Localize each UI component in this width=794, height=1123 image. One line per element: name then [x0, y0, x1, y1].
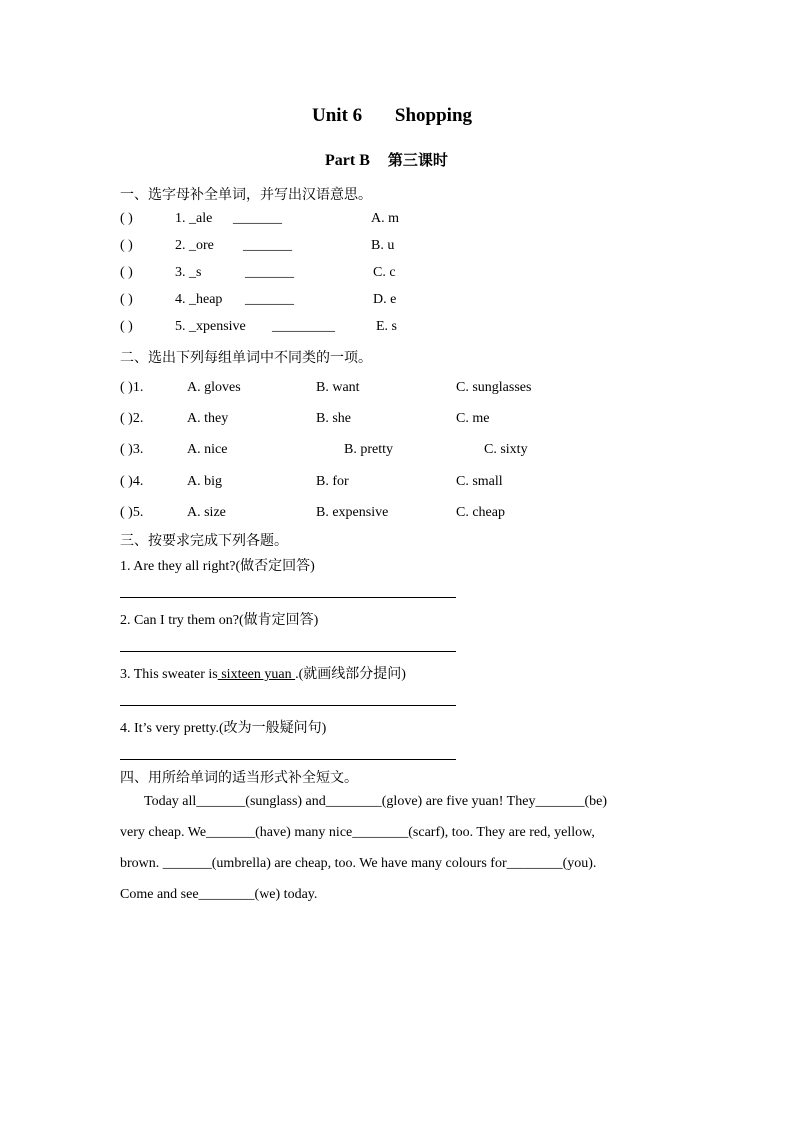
- word-item: 4. _heap: [175, 292, 223, 307]
- option-a: A. size: [187, 505, 226, 520]
- question-3: [120, 663, 406, 683]
- answer-blank[interactable]: _______: [243, 238, 292, 253]
- part-label: Part B: [325, 152, 370, 169]
- section4-heading: 四、用所给单词的适当形式补全短文。: [120, 770, 358, 786]
- answer-paren[interactable]: ( )4.: [120, 474, 144, 489]
- option-b: B. want: [316, 380, 360, 395]
- passage-line-1: Today all_______(sunglass) and________(glove) are five yuan! They_______(be): [144, 794, 607, 809]
- letter-option: E. s: [376, 319, 397, 334]
- option-b: B. she: [316, 411, 351, 426]
- option-c: C. sixty: [484, 442, 528, 457]
- option-c: C. me: [456, 411, 490, 426]
- answer-line[interactable]: [120, 651, 456, 652]
- answer-blank[interactable]: _________: [272, 319, 335, 334]
- letter-option: A. m: [371, 211, 399, 226]
- answer-line[interactable]: [120, 759, 456, 760]
- word-item: 2. _ore: [175, 238, 214, 253]
- passage-line-2: very cheap. We_______(have) many nice________(scarf), too. They are red, yellow,: [120, 825, 595, 840]
- option-c: C. small: [456, 474, 503, 489]
- section3-heading: 三、按要求完成下列各题。: [120, 533, 288, 549]
- lesson-subtitle: [325, 149, 448, 170]
- unit-topic: Shopping: [394, 105, 473, 126]
- option-a: A. big: [187, 474, 222, 489]
- section1-heading: 一、选字母补全单词，并写出汉语意思。: [120, 187, 372, 203]
- letter-option: C. c: [373, 265, 396, 280]
- passage-line-3: brown. _______(umbrella) are cheap, too. We have many colours for________(you).: [120, 856, 597, 871]
- answer-paren[interactable]: ( ): [120, 265, 133, 280]
- answer-paren[interactable]: ( )5.: [120, 505, 144, 520]
- option-c: C. cheap: [456, 505, 505, 520]
- answer-paren[interactable]: ( ): [120, 211, 133, 226]
- answer-line[interactable]: [120, 705, 456, 706]
- section2-heading: 二、选出下列每组单词中不同类的一项。: [120, 350, 372, 366]
- answer-paren[interactable]: ( )1.: [120, 380, 144, 395]
- option-a: A. nice: [187, 442, 228, 457]
- answer-paren[interactable]: ( )2.: [120, 411, 144, 426]
- word-item: 1. _ale: [175, 211, 213, 226]
- answer-paren[interactable]: ( )3.: [120, 442, 144, 457]
- letter-option: B. u: [371, 238, 395, 253]
- answer-paren[interactable]: ( ): [120, 319, 133, 334]
- question-3-instruction: .(就画线部分提问): [295, 667, 406, 682]
- unit-number: Unit 6: [312, 105, 363, 126]
- option-a: A. they: [187, 411, 229, 426]
- answer-paren[interactable]: ( ): [120, 292, 133, 307]
- letter-option: D. e: [373, 292, 397, 307]
- answer-blank[interactable]: _______: [245, 265, 294, 280]
- option-b: B. for: [316, 474, 349, 489]
- question-3-text: 3. This sweater is: [120, 667, 218, 682]
- word-item: 3. _s: [175, 265, 202, 280]
- answer-paren[interactable]: ( ): [120, 238, 133, 253]
- option-b: B. pretty: [344, 442, 393, 457]
- answer-blank[interactable]: _______: [233, 211, 282, 226]
- question-4: 4. It’s very pretty.(改为一般疑问句): [120, 721, 327, 736]
- option-a: A. gloves: [187, 380, 241, 395]
- option-b: B. expensive: [316, 505, 389, 520]
- unit-title: [312, 105, 472, 127]
- answer-line[interactable]: [120, 597, 456, 598]
- answer-blank[interactable]: _______: [245, 292, 294, 307]
- option-c: C. sunglasses: [456, 380, 532, 395]
- lesson-label: 第三课时: [387, 151, 448, 169]
- passage-line-4: Come and see________(we) today.: [120, 887, 318, 902]
- question-1: 1. Are they all right?(做否定回答): [120, 559, 315, 574]
- underlined-phrase: sixteen yuan: [217, 667, 296, 682]
- question-2: 2. Can I try them on?(做肯定回答): [120, 613, 319, 628]
- word-item: 5. _xpensive: [175, 319, 246, 334]
